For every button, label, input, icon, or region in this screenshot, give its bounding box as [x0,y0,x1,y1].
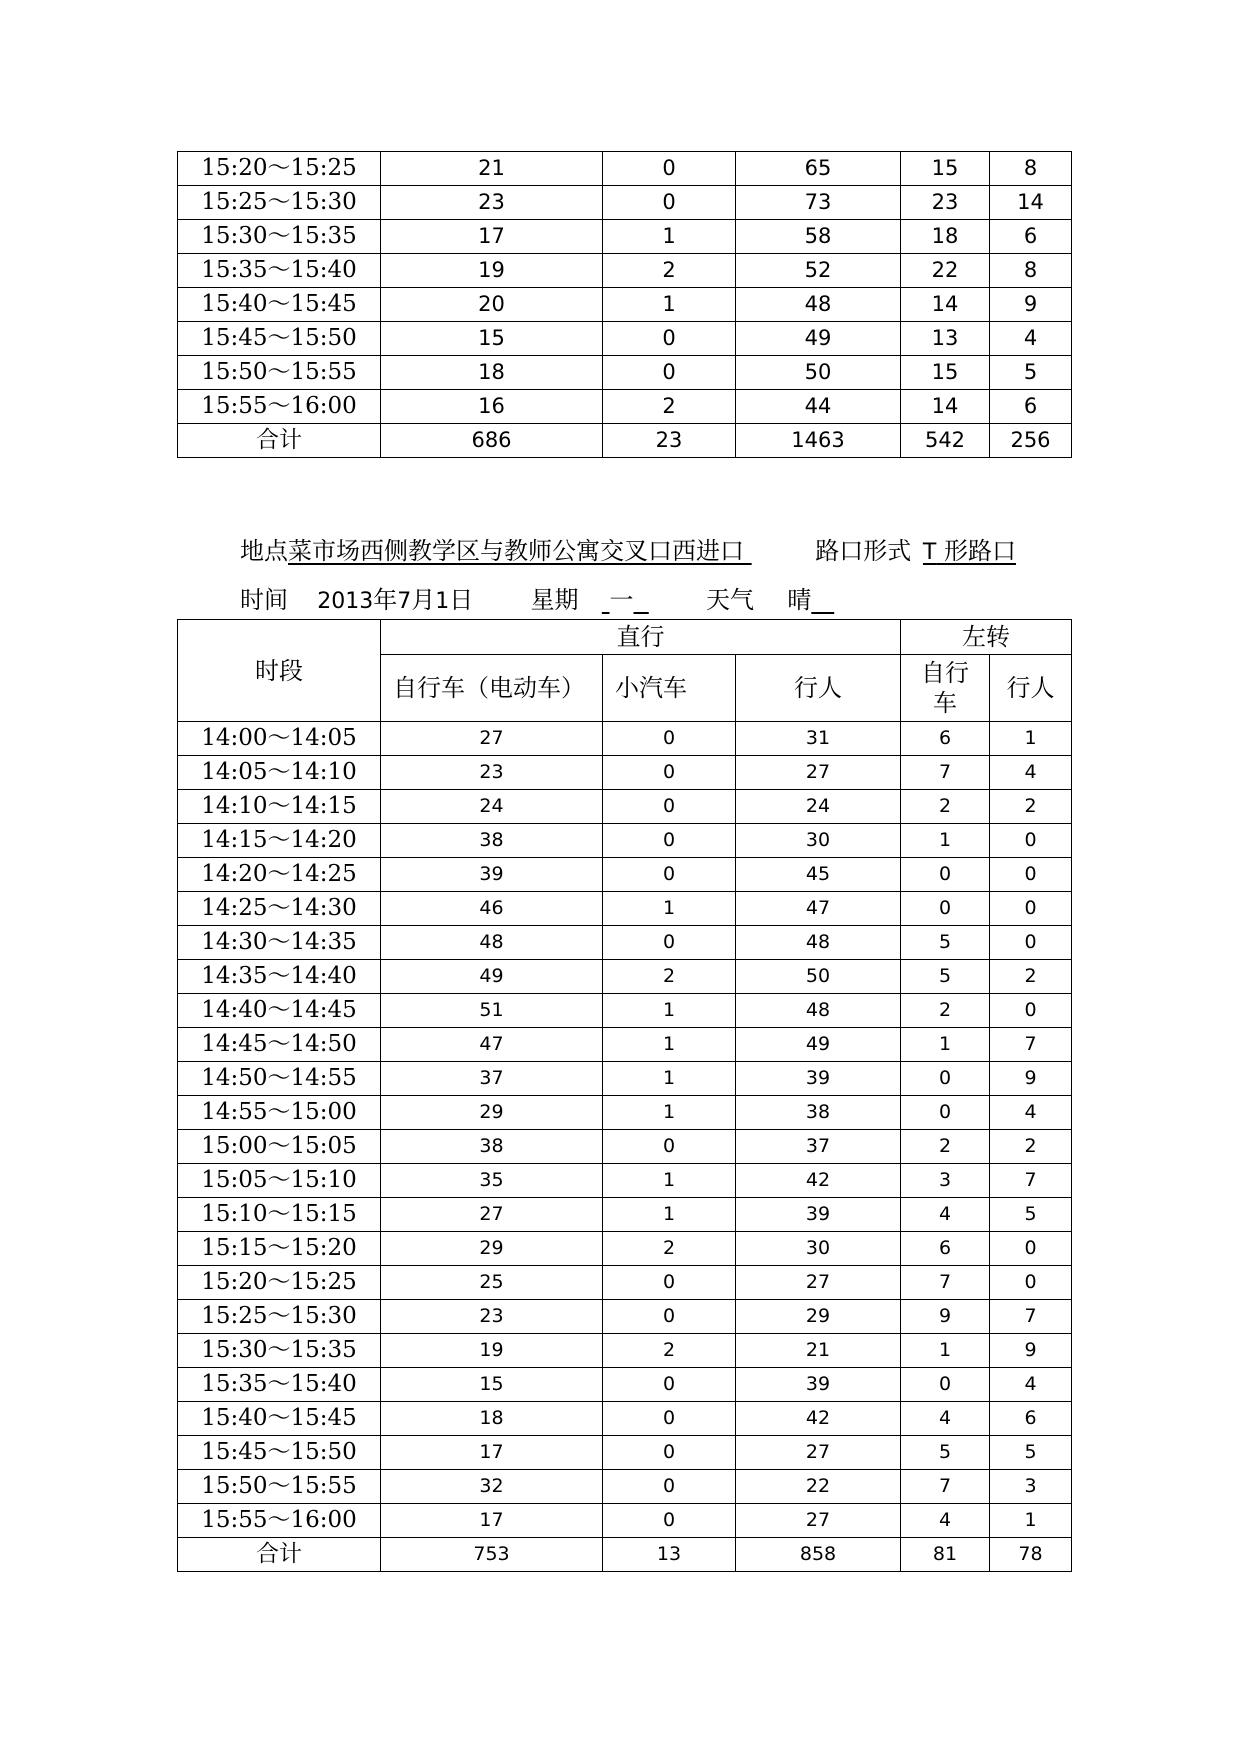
weekday-label: 星期 [530,586,579,614]
cell-lped: 0 [990,1266,1072,1300]
cell-bike: 49 [381,960,603,994]
cell-time: 14:20～14:25 [178,858,381,892]
cell-lbike: 2 [901,1130,990,1164]
cell-ped: 22 [736,1470,901,1504]
cell-lbike: 1 [901,1028,990,1062]
cell-bike: 38 [381,1130,603,1164]
cell-lbike: 13 [901,322,990,356]
table-row [178,1028,1072,1062]
cell-lped: 0 [990,824,1072,858]
cell-lbike: 5 [901,926,990,960]
cell-time: 14:05～14:10 [178,756,381,790]
table-row [178,1096,1072,1130]
cell-lbike: 4 [901,1198,990,1232]
cell-lped: 3 [990,1470,1072,1504]
cell-bike: 18 [381,356,603,390]
cell-time: 15:25～15:30 [178,1300,381,1334]
cell-bike: 23 [381,1300,603,1334]
intersection-form-t: T [922,540,937,565]
cell-ped: 44 [736,390,901,424]
cell-bike: 27 [381,1198,603,1232]
cell-lped: 7 [990,1300,1072,1334]
table-row [178,790,1072,824]
header-period: 时段 [178,620,381,722]
cell-ped: 42 [736,1164,901,1198]
cell-car: 0 [603,1266,736,1300]
cell-bike: 17 [381,220,603,254]
cell-lped: 6 [990,1402,1072,1436]
cell-car: 1 [603,1164,736,1198]
cell-time: 15:50～15:55 [178,1470,381,1504]
cell-bike: 32 [381,1470,603,1504]
cell-ped: 49 [736,1028,901,1062]
cell-lped: 9 [990,288,1072,322]
cell-bike: 25 [381,1266,603,1300]
cell-ped: 50 [736,960,901,994]
cell-time: 14:50～14:55 [178,1062,381,1096]
cell-ped: 58 [736,220,901,254]
intersection-form-label: 路口形式 [815,537,912,565]
cell-ped: 65 [736,152,901,186]
cell-car: 0 [603,1368,736,1402]
cell-lped: 8 [990,254,1072,288]
table-row [178,1368,1072,1402]
cell-time: 14:10～14:15 [178,790,381,824]
cell-bike: 29 [381,1096,603,1130]
weather-label: 天气 [706,586,755,614]
cell-bike: 46 [381,892,603,926]
cell-time: 15:40～15:45 [178,1402,381,1436]
cell-time: 15:45～15:50 [178,322,381,356]
cell-ped: 38 [736,1096,901,1130]
cell-lbike: 0 [901,1096,990,1130]
cell-time: 14:00～14:05 [178,722,381,756]
cell-bike: 39 [381,858,603,892]
cell-time: 15:40～15:45 [178,288,381,322]
cell-lped: 2 [990,790,1072,824]
table-row [178,220,1072,254]
cell-lped: 9 [990,1334,1072,1368]
cell-time: 15:00～15:05 [178,1130,381,1164]
weather-value: 晴 [787,586,812,614]
cell-ped: 27 [736,756,901,790]
traffic-count-table [177,619,1072,1572]
header-left-bicycle: 自行车 [901,655,990,722]
cell-lbike: 18 [901,220,990,254]
cell-time: 14:35～14:40 [178,960,381,994]
cell-car: 0 [603,756,736,790]
cell-ped: 42 [736,1402,901,1436]
table-row [178,960,1072,994]
cell-time: 15:45～15:50 [178,1436,381,1470]
cell-ped: 39 [736,1368,901,1402]
cell-time: 15:50～15:55 [178,356,381,390]
cell-lbike: 15 [901,152,990,186]
cell-car: 0 [603,1436,736,1470]
cell-car: 0 [603,1402,736,1436]
cell-lped: 0 [990,858,1072,892]
cell-lbike: 7 [901,756,990,790]
cell-time: 15:15～15:20 [178,1232,381,1266]
cell-car: 1 [603,288,736,322]
cell-time: 15:30～15:35 [178,220,381,254]
cell-ped: 30 [736,1232,901,1266]
intersection-form-value: 形路口 [944,537,1017,565]
cell-lped: 7 [990,1028,1072,1062]
cell-time: 15:55～16:00 [178,1504,381,1538]
total-ped: 1463 [736,424,901,458]
cell-lped: 1 [990,1504,1072,1538]
cell-lbike: 0 [901,858,990,892]
cell-time: 15:35～15:40 [178,254,381,288]
cell-lped: 0 [990,926,1072,960]
cell-lbike: 2 [901,994,990,1028]
cell-ped: 45 [736,858,901,892]
cell-lped: 7 [990,1164,1072,1198]
cell-lbike: 1 [901,1334,990,1368]
cell-car: 0 [603,858,736,892]
table-row [178,254,1072,288]
header-pedestrian: 行人 [736,655,901,722]
cell-car: 0 [603,722,736,756]
cell-car: 0 [603,186,736,220]
cell-bike: 47 [381,1028,603,1062]
cell-car: 1 [603,994,736,1028]
cell-bike: 20 [381,288,603,322]
cell-time: 15:05～15:10 [178,1164,381,1198]
cell-lbike: 14 [901,288,990,322]
table-row [178,356,1072,390]
cell-ped: 39 [736,1062,901,1096]
cell-ped: 48 [736,288,901,322]
cell-car: 0 [603,926,736,960]
cell-ped: 27 [736,1266,901,1300]
cell-lped: 8 [990,152,1072,186]
table-row [178,390,1072,424]
cell-lbike: 2 [901,790,990,824]
cell-bike: 23 [381,756,603,790]
table-row [178,322,1072,356]
cell-lbike: 7 [901,1266,990,1300]
cell-car: 0 [603,152,736,186]
table-row [178,1300,1072,1334]
cell-lbike: 4 [901,1402,990,1436]
header-left-turn: 左转 [901,620,1072,655]
total-lbike: 542 [901,424,990,458]
cell-lbike: 22 [901,254,990,288]
cell-bike: 29 [381,1232,603,1266]
cell-lbike: 4 [901,1504,990,1538]
cell-car: 1 [603,1198,736,1232]
cell-time: 15:20～15:25 [178,152,381,186]
cell-bike: 15 [381,322,603,356]
cell-time: 15:35～15:40 [178,1368,381,1402]
header-car: 小汽车 [603,655,736,722]
cell-bike: 51 [381,994,603,1028]
cell-car: 0 [603,1130,736,1164]
header-bicycle: 自行车（电动车） [381,655,603,722]
cell-ped: 27 [736,1436,901,1470]
cell-lbike: 9 [901,1300,990,1334]
table-row [178,824,1072,858]
table1-body [178,152,1072,458]
cell-lbike: 3 [901,1164,990,1198]
weekday-value: 一 [609,586,634,614]
cell-bike: 17 [381,1436,603,1470]
cell-bike: 21 [381,152,603,186]
cell-lped: 5 [990,1198,1072,1232]
cell-car: 1 [603,1096,736,1130]
cell-ped: 30 [736,824,901,858]
cell-lbike: 0 [901,892,990,926]
cell-bike: 27 [381,722,603,756]
cell-ped: 24 [736,790,901,824]
table-row [178,186,1072,220]
cell-bike: 19 [381,254,603,288]
cell-lped: 0 [990,994,1072,1028]
cell-lbike: 14 [901,390,990,424]
cell-lped: 0 [990,892,1072,926]
cell-lped: 1 [990,722,1072,756]
cell-lped: 0 [990,1232,1072,1266]
date-day: 1 [435,589,450,614]
location-value: 菜市场西侧教学区与教师公寓交叉口西进口 [288,537,744,565]
total-bike: 686 [381,424,603,458]
cell-car: 0 [603,1504,736,1538]
total-row [178,424,1072,458]
cell-lped: 6 [990,220,1072,254]
cell-ped: 37 [736,1130,901,1164]
cell-time: 15:25～15:30 [178,186,381,220]
cell-time: 14:15～14:20 [178,824,381,858]
cell-ped: 52 [736,254,901,288]
total-time: 合计 [178,1538,381,1572]
cell-lbike: 0 [901,1062,990,1096]
time-label: 时间 [240,586,288,614]
table-row [178,1198,1072,1232]
cell-car: 2 [603,1334,736,1368]
total-time: 合计 [178,424,381,458]
cell-ped: 21 [736,1334,901,1368]
cell-lped: 4 [990,322,1072,356]
cell-lbike: 6 [901,1232,990,1266]
cell-car: 2 [603,254,736,288]
total-bike: 753 [381,1538,603,1572]
table-row [178,926,1072,960]
cell-time: 14:55～15:00 [178,1096,381,1130]
cell-ped: 48 [736,926,901,960]
cell-car: 2 [603,390,736,424]
cell-car: 1 [603,1062,736,1096]
table-row [178,722,1072,756]
cell-lped: 5 [990,1436,1072,1470]
cell-bike: 23 [381,186,603,220]
total-lbike: 81 [901,1538,990,1572]
cell-bike: 15 [381,1368,603,1402]
table2-body [178,722,1072,1572]
date-year: 2013 [317,589,374,614]
table-row [178,1266,1072,1300]
cell-bike: 16 [381,390,603,424]
cell-ped: 49 [736,322,901,356]
table-row [178,1436,1072,1470]
cell-bike: 35 [381,1164,603,1198]
table-row [178,288,1072,322]
table-row [178,1504,1072,1538]
header-straight: 直行 [381,620,901,655]
cell-bike: 38 [381,824,603,858]
cell-bike: 19 [381,1334,603,1368]
cell-time: 14:25～14:30 [178,892,381,926]
cell-car: 0 [603,356,736,390]
cell-lped: 4 [990,1096,1072,1130]
date-line: 时间 2013年7月1日 星期 一 天气 晴 [240,580,834,615]
cell-lbike: 5 [901,1436,990,1470]
total-car: 13 [603,1538,736,1572]
cell-lped: 14 [990,186,1072,220]
cell-lped: 5 [990,356,1072,390]
table-row [178,1130,1072,1164]
cell-bike: 17 [381,1504,603,1538]
cell-car: 0 [603,322,736,356]
table-row [178,1232,1072,1266]
total-car: 23 [603,424,736,458]
cell-bike: 48 [381,926,603,960]
table-row [178,1470,1072,1504]
total-lped: 78 [990,1538,1072,1572]
cell-car: 0 [603,790,736,824]
cell-bike: 24 [381,790,603,824]
cell-lbike: 0 [901,1368,990,1402]
cell-time: 15:20～15:25 [178,1266,381,1300]
table-row [178,152,1072,186]
table-row [178,756,1072,790]
cell-ped: 50 [736,356,901,390]
cell-lbike: 15 [901,356,990,390]
traffic-count-table-continued [177,151,1072,458]
location-line [240,531,1016,566]
total-lped: 256 [990,424,1072,458]
cell-car: 0 [603,1300,736,1334]
table-row [178,892,1072,926]
table-row [178,1334,1072,1368]
cell-car: 1 [603,220,736,254]
cell-time: 14:30～14:35 [178,926,381,960]
cell-ped: 31 [736,722,901,756]
cell-lbike: 23 [901,186,990,220]
cell-lped: 4 [990,756,1072,790]
date-month: 7 [397,589,412,614]
table-row [178,994,1072,1028]
cell-ped: 47 [736,892,901,926]
cell-ped: 29 [736,1300,901,1334]
cell-ped: 39 [736,1198,901,1232]
cell-car: 0 [603,1470,736,1504]
cell-car: 2 [603,1232,736,1266]
cell-lped: 2 [990,960,1072,994]
cell-car: 2 [603,960,736,994]
cell-lped: 4 [990,1368,1072,1402]
cell-car: 1 [603,1028,736,1062]
location-label: 地点 [240,537,288,565]
cell-time: 14:40～14:45 [178,994,381,1028]
cell-ped: 48 [736,994,901,1028]
cell-lbike: 1 [901,824,990,858]
cell-bike: 37 [381,1062,603,1096]
cell-lbike: 5 [901,960,990,994]
cell-lped: 9 [990,1062,1072,1096]
table-row [178,1402,1072,1436]
cell-time: 15:30～15:35 [178,1334,381,1368]
table-row [178,1062,1072,1096]
cell-lped: 6 [990,390,1072,424]
cell-time: 15:55～16:00 [178,390,381,424]
cell-ped: 27 [736,1504,901,1538]
total-row [178,1538,1072,1572]
cell-time: 15:10～15:15 [178,1198,381,1232]
total-ped: 858 [736,1538,901,1572]
cell-lbike: 7 [901,1470,990,1504]
header-left-pedestrian: 行人 [990,655,1072,722]
table-row [178,1164,1072,1198]
cell-car: 1 [603,892,736,926]
cell-bike: 18 [381,1402,603,1436]
cell-car: 0 [603,824,736,858]
cell-lbike: 6 [901,722,990,756]
table-row [178,858,1072,892]
cell-ped: 73 [736,186,901,220]
cell-time: 14:45～14:50 [178,1028,381,1062]
cell-lped: 2 [990,1130,1072,1164]
